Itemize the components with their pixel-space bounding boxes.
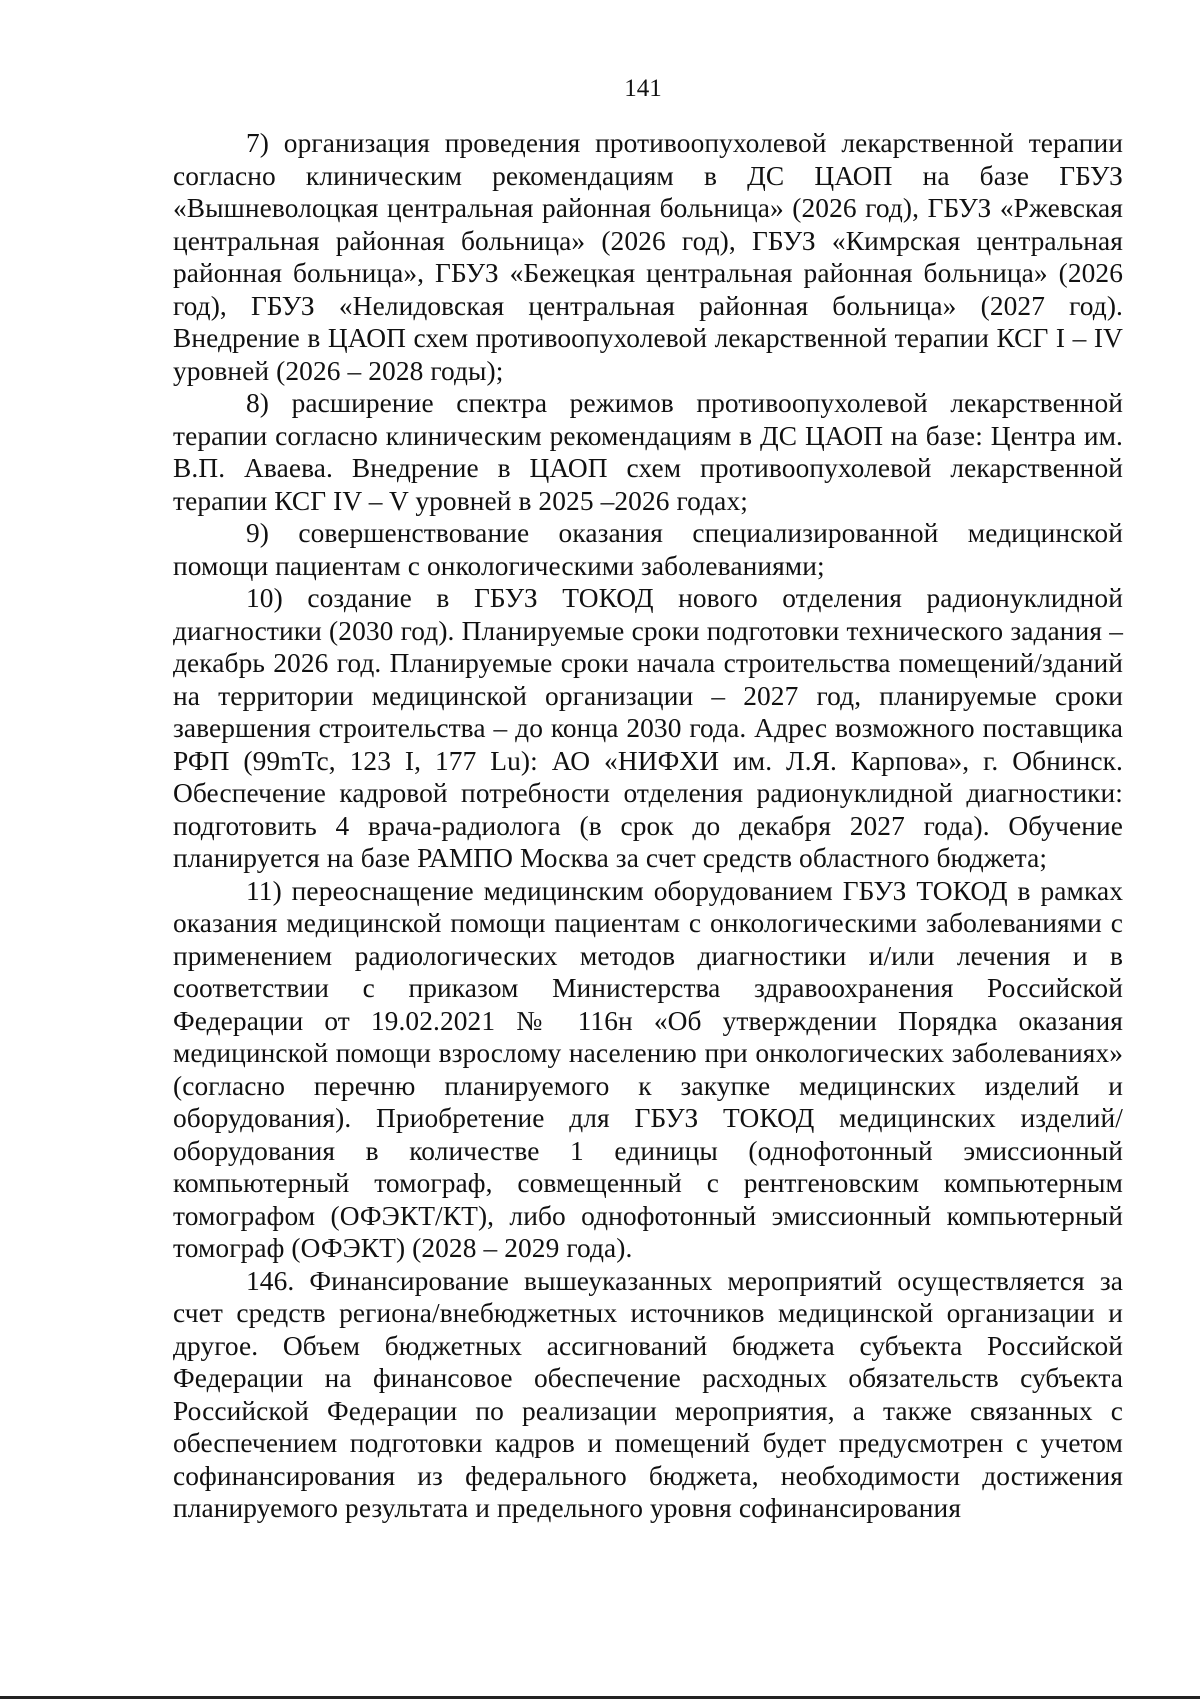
paragraph-item-8: 8) расширение спектра режимов противоопухолевой лекарственной терапии согласно клиническим рекомендациям в ДС ЦАОП на базе: Центра им. В.П. Аваева. Внедрение в ЦАОП схем противоопухолевой лекарственной терапии КСГ IV – V уровней в 2025 –2026 годах;: [173, 388, 1123, 516]
paragraph-item-7: 7) организация проведения противоопухолевой лекарственной терапии согласно клиническим рекомендациям в ДС ЦАОП на базе ГБУЗ «Вышневолоцкая центральная районная больница» (2026 год), ГБУЗ «Ржевская центральная районная больница» (2026 год), ГБУЗ «Кимрская центральная районная больница», ГБУЗ «Бежецкая центральная районная больница» (2026 год), ГБУЗ «Нелидовская центральная районная больница» (2027 год). Внедрение в ЦАОП схем противоопухолевой лекарственной терапии КСГ I – IV уровней (2026 – 2028 годы);: [173, 128, 1123, 386]
document-body: [173, 127, 1123, 1525]
page-number: 141: [624, 75, 662, 102]
paragraph-item-11: 11) переоснащение медицинским оборудованием ГБУЗ ТОКОД в рамках оказания медицинской помощи пациентам с онкологическими заболеваниями с применением радиологических методов диагностики и/или лечения и в соответствии с приказом Министерства здравоохранения Российской Федерации от 19.02.2021 № 116н «Об утверждении Порядка оказания медицинской помощи взрослому населению при онкологических заболеваниях» (согласно перечню планируемого к закупке медицинских изделий и оборудования). Приобретение для ГБУЗ ТОКОД медицинских изделий/оборудования в количестве 1 единицы (однофотонный эмиссионный компьютерный томограф, совмещенный с рентгеновским компьютерным томографом (ОФЭКТ/КТ), либо однофотонный эмиссионный компьютерный томограф (ОФЭКТ) (2028 – 2029 года).: [173, 875, 1123, 1263]
paragraph-section-146: 146. Финансирование вышеуказанных мероприятий осуществляется за счет средств региона/внебюджетных источников медицинской организации и другое. Объем бюджетных ассигнований бюджета субъекта Российской Федерации на финансовое обеспечение расходных обязательств субъекта Российской Федерации по реализации мероприятия, а также связанных с обеспечением подготовки кадров и помещений будет предусмотрен с учетом софинансирования из федерального бюджета, необходимости достижения планируемого результата и предельного уровня софинансирования: [173, 1265, 1123, 1523]
paragraph-item-9: 9) совершенствование оказания специализированной медицинской помощи пациентам с онкологическими заболеваниями;: [173, 518, 1123, 581]
paragraph-item-10: 10) создание в ГБУЗ ТОКОД нового отделения радионуклидной диагностики (2030 год). Планируемые сроки подготовки технического задания – декабрь 2026 год. Планируемые сроки начала строительства помещений/зданий на территории медицинской организации – 2027 год, планируемые сроки завершения строительства – до конца 2030 года. Адрес возможного поставщика РФП (99mTc, 123 I, 177 Lu): АО «НИФХИ им. Л.Я. Карпова», г. Обнинск. Обеспечение кадровой потребности отделения радионуклидной диагностики: подготовить 4 врача-радиолога (в срок до декабря 2027 года). Обучение планируется на базе РАМПО Москва за счет средств областного бюджета;: [173, 583, 1123, 873]
